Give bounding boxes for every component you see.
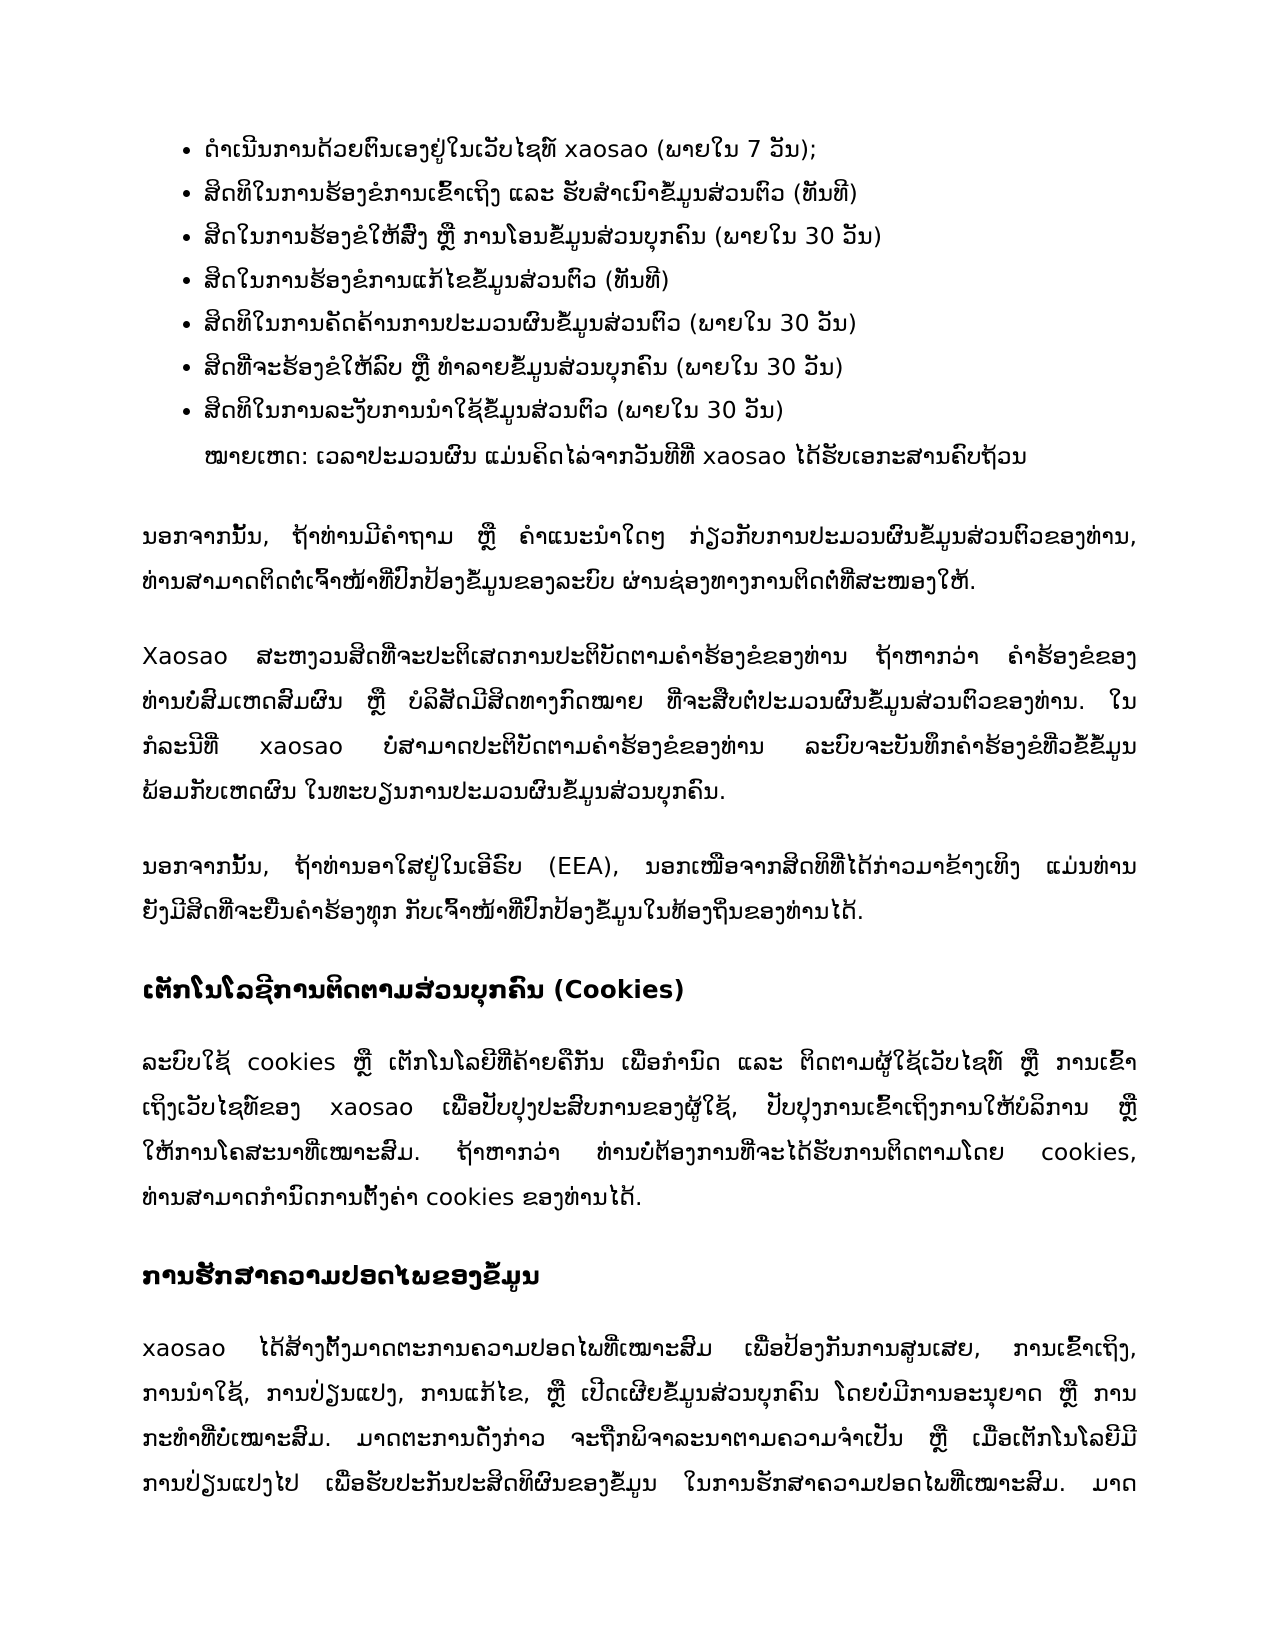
paragraph-line: ໃຫ້ການໂຄສະນາທີ່ເໝາະສົມ. ຖ້າຫາກວ່າ ທ່ານບໍ່ຕ້ອງການທີ່ຈະໄດ້ຮັບການຕິດຕາມໂດຍ cookies, — [142, 1138, 1137, 1166]
spacer — [142, 934, 1137, 970]
list-item-text: ສິດທິໃນການຄັດຄ້ານການປະມວນຜົນຂໍ້ມູນສ່ວນຕົວ (ພາຍໃນ 30 ວັນ) — [204, 309, 857, 337]
list-item — [142, 215, 1137, 259]
paragraph-line: ພ້ອມກັບເຫດຜົນ ໃນທະບຽນການປະມວນຜົນຂໍ້ມູນສ່ວນບຸກຄົນ. — [142, 777, 727, 805]
spacer — [142, 1220, 1137, 1256]
paragraph-contact — [142, 514, 1137, 604]
paragraph-line: ຍັງມີສິດທີ່ຈະຍື່ນຄຳຮ້ອງທຸກ ກັບເຈົ້າໜ້າທີ່ປົກປ້ອງຂໍ້ມູນໃນທ້ອງຖິ່ນຂອງທ່ານໄດ້. — [142, 897, 865, 925]
list-item-text: ສິດທີ່ຈະຮ້ອງຂໍໃຫ້ລົບ ຫຼື ທຳລາຍຂໍ້ມູນສ່ວນບຸກຄົນ (ພາຍໃນ 30 ວັນ) — [204, 352, 844, 381]
spacer — [142, 814, 1137, 844]
paragraph-line: ທ່ານບໍ່ສົມເຫດສົມຜົນ ຫຼື ບໍລິສັດມີສິດທາງກົດໝາຍ ທີ່ຈະສືບຕໍ່ປະມວນຜົນຂໍ້ມູນສ່ວນຕົວຂອງທ່ານ. ໃນ — [142, 687, 1137, 715]
paragraph-line: ລະບົບໃຊ້ cookies ຫຼື ເຕັກໂນໂລຍີທີ່ຄ້າຍຄືກັນ ເພື່ອກຳນົດ ແລະ ຕິດຕາມຜູ້ໃຊ້ເວັບໄຊທ໌ ຫຼື ການເຂົ້າ — [142, 1048, 1137, 1076]
paragraph-line: xaosao ໄດ້ສ້າງຕັ້ງມາດຕະການຄວາມປອດໄພທີ່ເໝາະສົມ ເພື່ອປ້ອງກັນການສູນເສຍ, ການເຂົ້າເຖິງ, — [142, 1334, 1137, 1362]
list-item — [142, 172, 1137, 216]
bullet-dot-icon — [183, 364, 190, 371]
list-item — [142, 346, 1137, 390]
list-item — [142, 302, 1137, 346]
paragraph-cookies — [142, 1040, 1137, 1220]
document-body — [142, 128, 1137, 1506]
list-item — [142, 259, 1137, 303]
paragraph-line: ນອກຈາກນັ້ນ, ຖ້າທ່ານອາໃສຢູ່ໃນເອີຣົບ (EEA), ນອກເໜືອຈາກສິດທິທີ່ໄດ້ກ່າວມາຂ້າງເທິງ ແມ່ນທ່ານ — [142, 852, 1137, 880]
spacer — [142, 478, 1137, 514]
paragraph-line: ກໍລະນີທີ່ xaosao ບໍ່ສາມາດປະຕິບັດຕາມຄຳຮ້ອງຂໍຂອງທ່ານ ລະບົບຈະບັນທຶກຄຳຮ້ອງຂໍທີ່ວຂໍ້ຂໍ້ມູນ — [142, 732, 1137, 760]
bullet-dot-icon — [183, 408, 190, 415]
bullet-dot-icon — [183, 321, 190, 328]
list-item-text: ສິດໃນການຮ້ອງຂໍການແກ້ໄຂຂໍ້ມູນສ່ວນຕົວ (ທັນທີ) — [204, 265, 670, 294]
paragraph-refusal — [142, 634, 1137, 814]
spacer — [142, 604, 1137, 634]
paragraph-line: ທ່ານສາມາດກຳນົດການຕັ້ງຄ່າ cookies ຂອງທ່ານໄດ້. — [142, 1183, 643, 1211]
list-item-text: ສິດໃນການຮ້ອງຂໍໃຫ້ສົ່ງ ຫຼື ການໂອນຂໍ້ມູນສ່ວນບຸກຄົນ (ພາຍໃນ 30 ວັນ) — [204, 222, 883, 250]
list-item-text: ສິດທິໃນການຮ້ອງຂໍການເຂົ້າເຖິງ ແລະ ຮັບສຳເນົາຂໍ້ມູນສ່ວນຕົວ (ທັນທີ) — [204, 178, 858, 207]
list-item — [142, 128, 1137, 172]
paragraph-line: ການປ່ຽນແປງໄປ ເພື່ອຮັບປະກັນປະສິດທິຜົນຂອງຂໍ້ມູນ ໃນການຮັກສາຄວາມປອດໄພທີ່ເໝາະສົມ. ມາດ — [142, 1469, 1137, 1497]
paragraph-line: ກະທຳທີ່ບໍ່ເໝາະສົມ. ມາດຕະການດັ່ງກ່າວ ຈະຖືກພິຈາລະນາຕາມຄວາມຈຳເປັນ ຫຼື ເມື່ອເຕັກໂນໂລຍີມີ — [142, 1424, 1137, 1452]
list-item-text: ສິດທິໃນການລະງັບການນຳໃຊ້ຂໍ້ມູນສ່ວນຕົວ (ພາຍໃນ 30 ວັນ) — [204, 396, 785, 424]
paragraph-security — [142, 1326, 1137, 1506]
list-item-text: ດຳເນີນການດ້ວຍຕົນເອງຢູ່ໃນເວັບໄຊທ໌ xaosao (ພາຍໃນ 7 ວັນ); — [204, 135, 818, 163]
paragraph-line: ທ່ານສາມາດຕິດຕໍ່ເຈົ້າໜ້າທີ່ປົກປ້ອງຂໍ້ມູນຂອງລະບົບ ຜ່ານຊ່ອງທາງການຕິດຕໍ່ທີ່ສະໜອງໃຫ້. — [142, 567, 977, 595]
paragraph-eea — [142, 844, 1137, 934]
heading-cookies: ເຕັກໂນໂລຊີການຕິດຕາມສ່ວນບຸກຄົນ (Cookies) — [142, 975, 685, 1004]
list-item — [142, 389, 1137, 433]
heading-security: ການຮັກສາຄວາມປອດໄພຂອງຂໍ້ມູນ — [142, 1261, 540, 1290]
bullet-dot-icon — [183, 234, 190, 241]
rights-bullet-list — [142, 128, 1137, 433]
paragraph-line: ເຖິງເວັບໄຊທ໌ຂອງ xaosao ເພື່ອປັບປຸງປະສົບການຂອງຜູ້ໃຊ້, ປັບປຸງການເຂົ້າເຖິງການໃຫ້ບໍລິການ ຫຼື — [142, 1093, 1137, 1121]
processing-time-note: ໝາຍເຫດ: ເວລາປະມວນຜົນ ແມ່ນຄິດໄລ່ຈາກວັນທີທີ່ xaosao ໄດ້ຮັບເອກະສານຄົບຖ້ວນ — [204, 441, 1028, 470]
spacer — [142, 1296, 1137, 1326]
paragraph-line: ການນຳໃຊ້, ການປ່ຽນແປງ, ການແກ້ໄຂ, ຫຼື ເປີດເຜີຍຂໍ້ມູນສ່ວນບຸກຄົນ ໂດຍບໍ່ມີການອະນຸຍາດ ຫຼື ການ — [142, 1379, 1137, 1407]
bullet-dot-icon — [183, 147, 190, 154]
bullet-dot-icon — [183, 190, 190, 197]
paragraph-line: Xaosao ສະຫງວນສິດທີ່ຈະປະຕິເສດການປະຕິບັດຕາມຄຳຮ້ອງຂໍຂອງທ່ານ ຖ້າຫາກວ່າ ຄຳຮ້ອງຂໍຂອງ — [142, 642, 1137, 670]
bullet-dot-icon — [183, 277, 190, 284]
spacer — [142, 1010, 1137, 1040]
paragraph-line: ນອກຈາກນັ້ນ, ຖ້າທ່ານມີຄຳຖາມ ຫຼື ຄຳແນະນຳໃດໆ ກ່ຽວກັບການປະມວນຜົນຂໍ້ມູນສ່ວນຕົວຂອງທ່ານ, — [142, 522, 1137, 550]
